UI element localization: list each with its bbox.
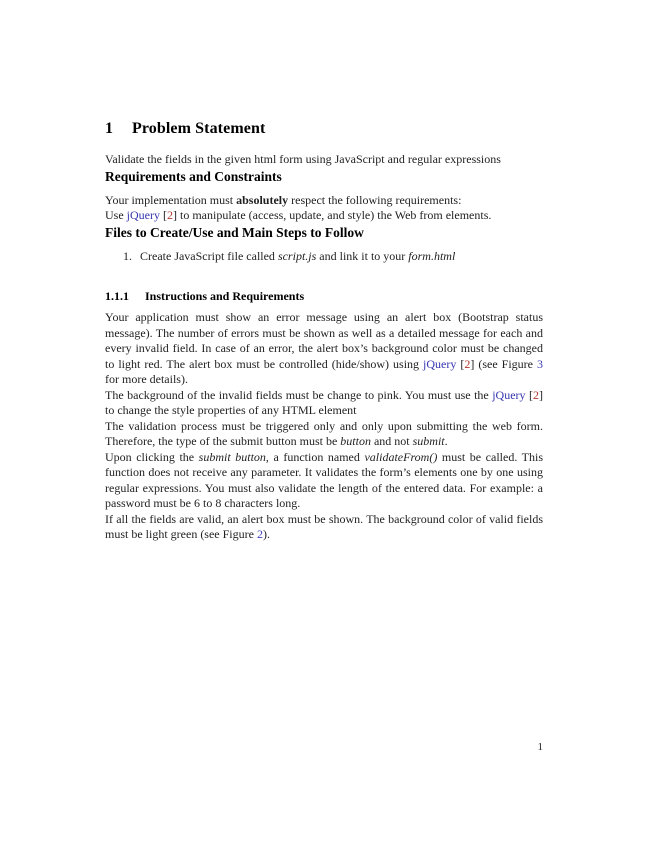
text-italic: submit button	[198, 449, 266, 464]
text-bold: absolutely	[236, 192, 289, 207]
text-plain: must be called. This function does not receive any parameter. It validates the form’s elements one by one using regular expressions. You must also validate the length of the entered data. For example: a password must be 6 to 8 characters long.	[105, 449, 543, 510]
text-italic: submit	[412, 434, 445, 448]
page-content	[105, 0, 543, 543]
paragraph-requirements-lead	[105, 193, 543, 209]
paragraph-use-jquery	[105, 208, 543, 224]
text-plain: Use	[105, 208, 127, 222]
page-number: 1	[537, 741, 543, 753]
paragraph-validation-trigger	[105, 419, 543, 450]
text-plain: ] to change the style properties of any HTML element	[105, 387, 543, 417]
text-plain: The background of the invalid fields must be change to pink. You must use the	[105, 387, 493, 402]
text-italic: script.js	[277, 248, 317, 263]
paragraph-intro	[105, 152, 543, 168]
text-plain: and not	[370, 434, 413, 448]
paragraph-submit-function	[105, 450, 543, 512]
text-plain: ] (see Figure	[470, 356, 537, 371]
citation-2-ref-3[interactable]: 2	[533, 387, 539, 402]
text-plain: Your implementation must	[105, 192, 237, 207]
text-plain: [	[160, 208, 167, 222]
text-plain: Create JavaScript file called	[140, 248, 278, 263]
text-plain: Validate the fields in the given html form using JavaScript and regular expressions	[105, 152, 501, 166]
text-plain: [	[525, 387, 533, 402]
list-marker: 1.	[123, 248, 132, 263]
section-title-text: Problem Statement	[132, 120, 266, 137]
subsection-heading-text: Instructions and Requirements	[145, 289, 305, 303]
section-title	[105, 118, 543, 140]
text-plain: ] to manipulate (access, update, and style) the Web from elements.	[173, 208, 492, 222]
paragraph-subsection-body	[105, 310, 543, 388]
text-plain: Upon clicking the	[105, 449, 199, 464]
text-plain: [	[456, 356, 465, 371]
paragraph-valid-fields	[105, 512, 543, 543]
text-plain: and link it to your	[316, 248, 409, 263]
section-number: 1	[105, 120, 114, 137]
text-plain: The validation process must be triggered only and only upon submitting the web form. Therefore, the type of the submit button must be	[105, 418, 543, 448]
list-item-create-script	[123, 249, 543, 265]
text-plain: respect the following requirements:	[288, 192, 462, 207]
heading-files: Files to Create/Use and Main Steps to Follow	[105, 224, 364, 240]
jquery-link-2[interactable]: jQuery	[423, 356, 457, 371]
text-italic: button	[340, 434, 371, 448]
subsection-heading	[105, 288, 543, 304]
text-italic: form.html	[408, 248, 456, 263]
citation-2-ref-2[interactable]: 2	[464, 356, 471, 371]
heading-requirements: Requirements and Constraints	[105, 168, 282, 184]
jquery-link-3[interactable]: jQuery	[492, 387, 526, 402]
text-plain: If all the fields are valid, an alert box must be shown. The background color of valid fields must be light green (see Figure	[105, 511, 543, 541]
jquery-link-1[interactable]: jQuery	[126, 208, 160, 222]
citation-2-ref-1[interactable]: 2	[167, 208, 173, 222]
subsection-number: 1.1.1	[105, 289, 129, 303]
text-plain: for more details).	[105, 372, 188, 386]
figure-2-ref[interactable]: 2	[256, 527, 263, 541]
text-plain: , a function named	[265, 449, 365, 464]
figure-3-ref[interactable]: 3	[537, 356, 543, 371]
text-italic: validateFrom()	[364, 449, 438, 464]
text-plain: ).	[262, 527, 270, 541]
paragraph-pink-background	[105, 388, 543, 419]
text-plain: .	[444, 434, 448, 448]
list-item-text	[140, 249, 455, 265]
text-plain: Your application must show an error message using an alert box (Bootstrap status message). The number of errors must be shown as well as a detailed message for each and every invalid field. In case of an error, the alert box’s background color must be changed to light red. The alert box must be controlled (hide/show) using	[105, 310, 543, 371]
